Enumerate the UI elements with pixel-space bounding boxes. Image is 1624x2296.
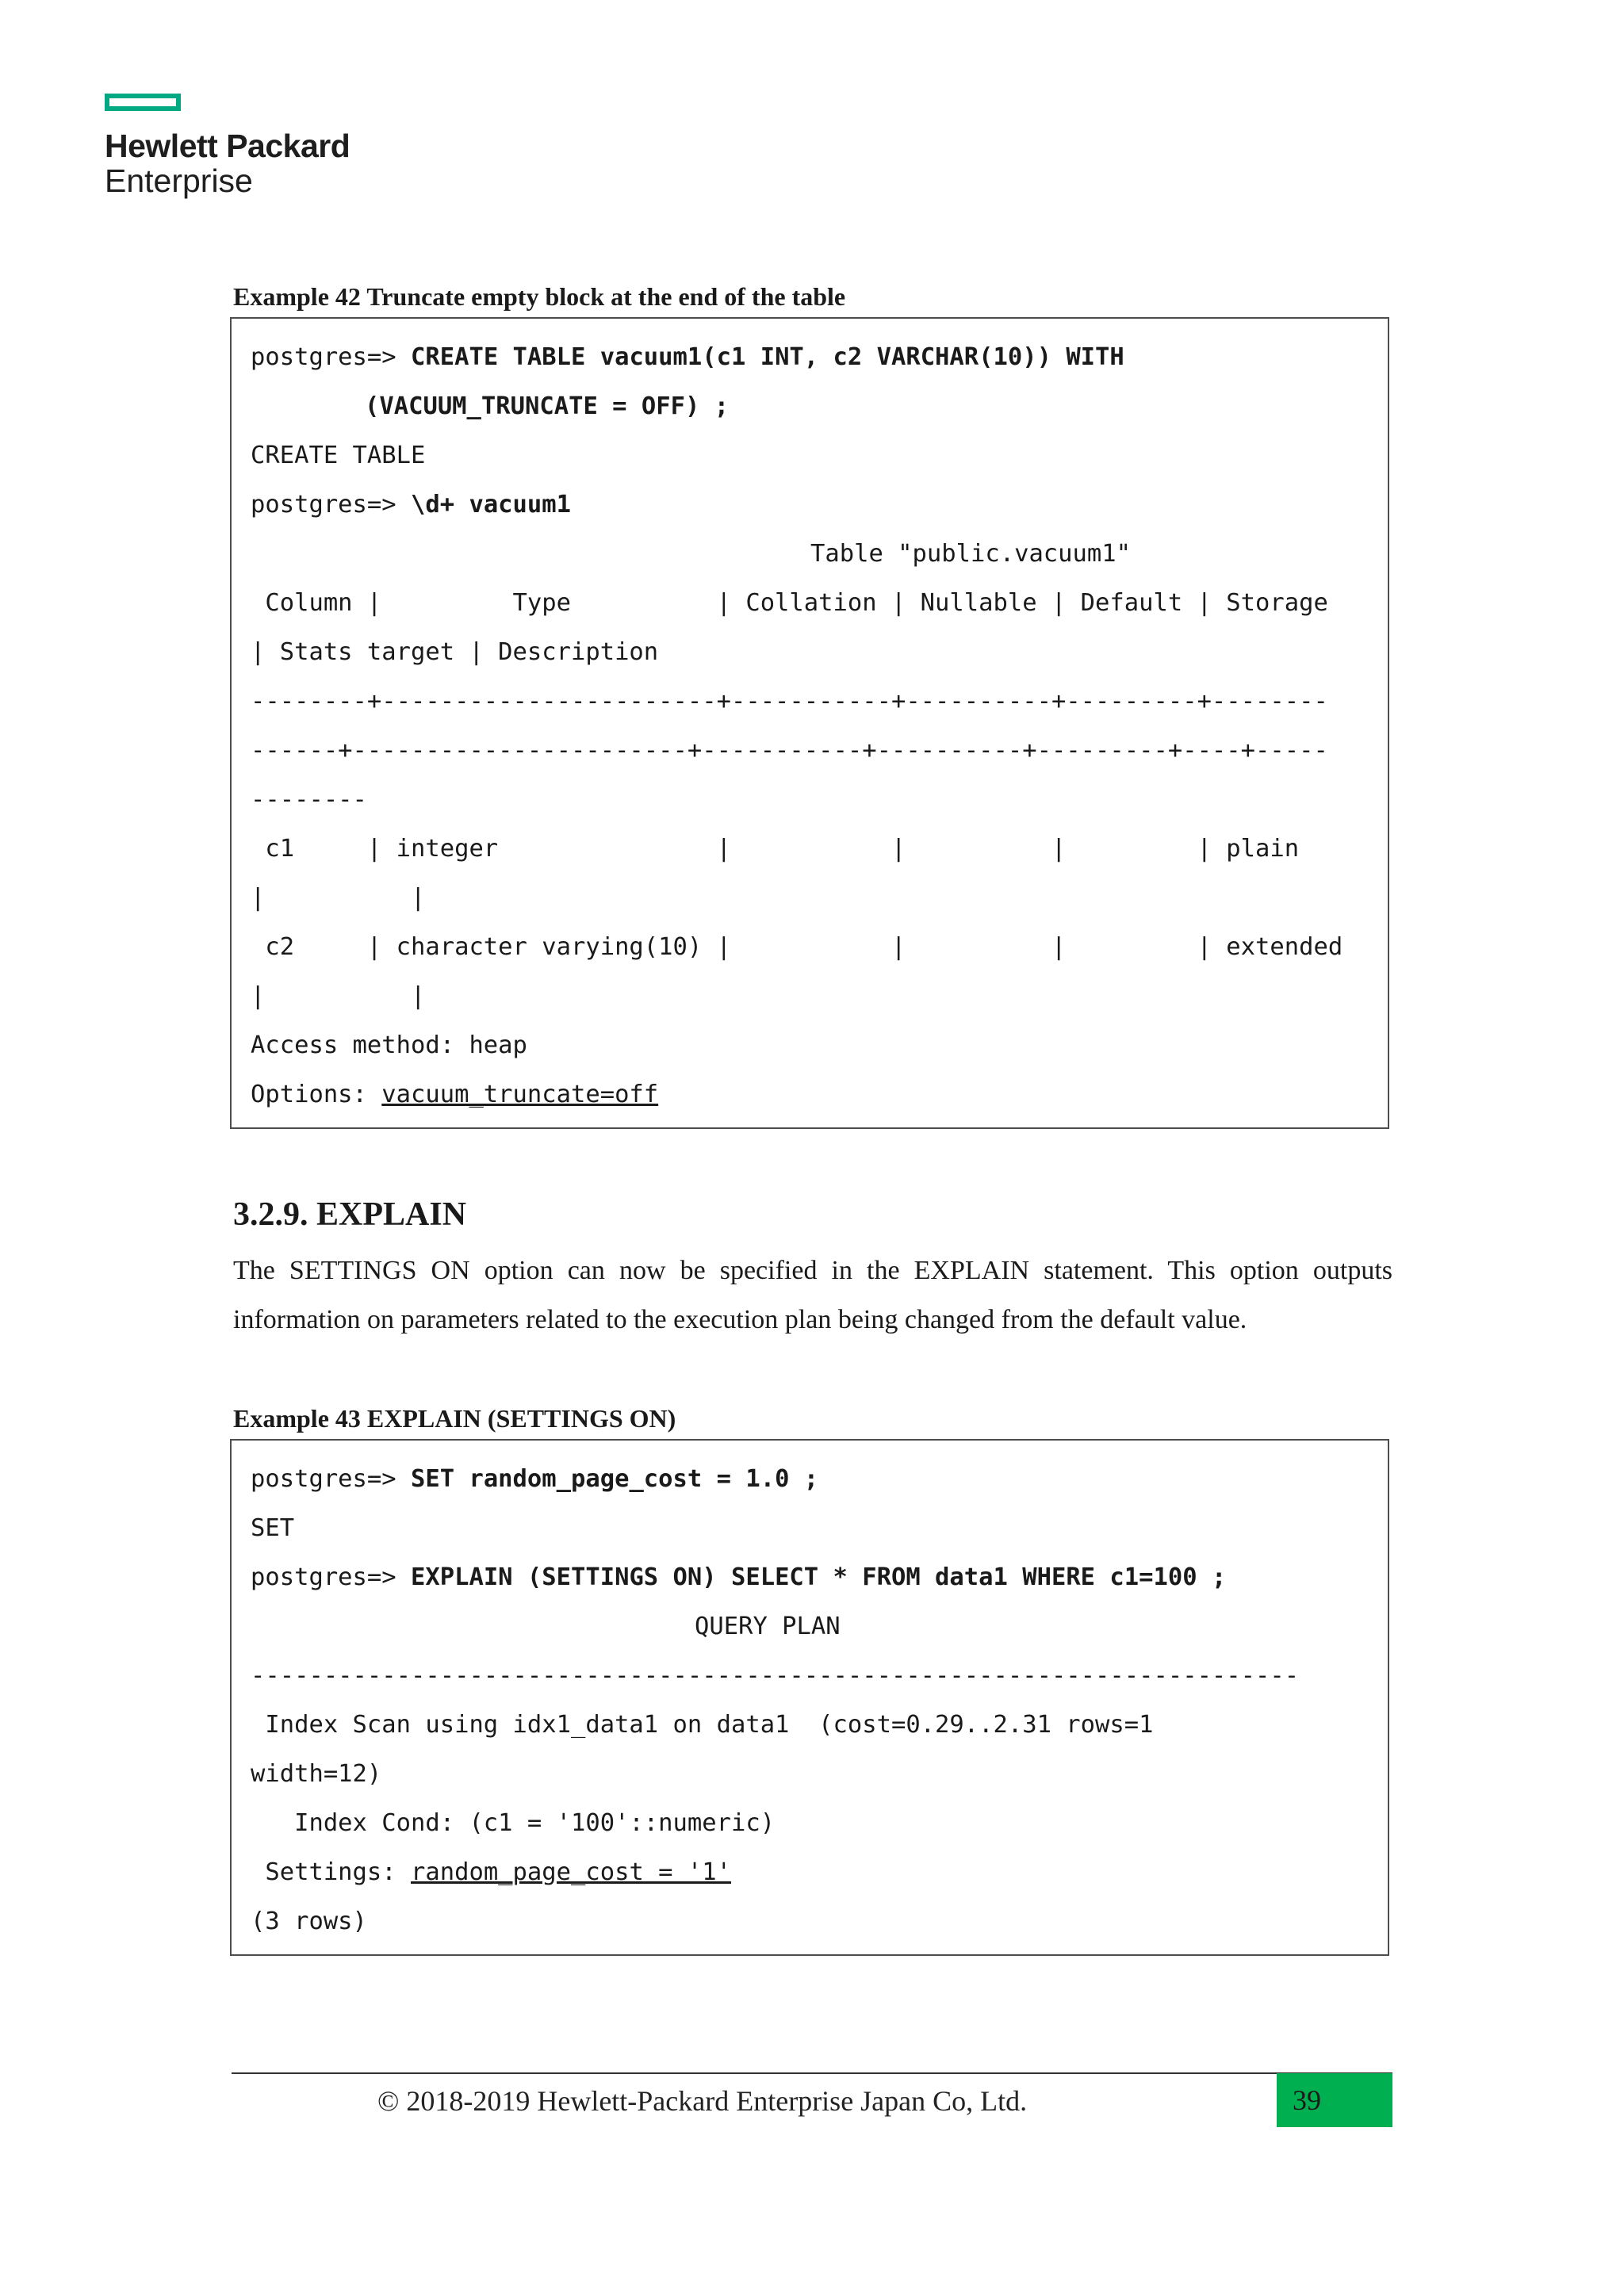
footer-divider: [232, 2072, 1392, 2074]
code-line: --------: [251, 786, 367, 813]
code-line: SET: [251, 1514, 295, 1542]
code-line: postgres=> EXPLAIN (SETTINGS ON) SELECT * FROM data1 WHERE c1=100 ;: [251, 1563, 1227, 1591]
example-43-caption: Example 43 EXPLAIN (SETTINGS ON): [233, 1404, 676, 1433]
example-43-code-block: [230, 1439, 1389, 1956]
code-line: c1 | integer | | | | plain: [251, 835, 1300, 863]
code-line: Options: vacuum_truncate=off: [251, 1081, 659, 1108]
footer-copyright: © 2018-2019 Hewlett-Packard Enterprise Japan Co, Ltd.: [377, 2085, 1028, 2117]
code-line: width=12): [251, 1760, 382, 1788]
code-line: c2 | character varying(10) | | | | extended: [251, 933, 1343, 961]
options-value: vacuum_truncate=off: [381, 1081, 659, 1108]
example-42-caption: Example 42 Truncate empty block at the end of the table: [233, 282, 846, 311]
code-line: | Stats target | Description: [251, 638, 659, 666]
section-body-text: The SETTINGS ON option can now be specified in the EXPLAIN statement. This option outputs information on parameters related to the execution plan being changed from the default value.: [233, 1256, 1392, 1334]
code-line: Settings: random_page_cost = '1': [251, 1858, 731, 1886]
code-line: Column | Type | Collation | Nullable | Default | Storage: [251, 589, 1328, 617]
logo-company-name: Hewlett Packard: [105, 128, 350, 164]
code-line: Index Scan using idx1_data1 on data1 (cost=0.29..2.31 rows=1: [251, 1711, 1154, 1739]
code-line: | |: [251, 982, 426, 1010]
code-line: ------------------------------------------------------------------------: [251, 1662, 1300, 1689]
settings-value: random_page_cost = '1': [411, 1858, 731, 1886]
section-heading: 3.2.9. EXPLAIN: [233, 1196, 467, 1233]
logo-company-sub: Enterprise: [105, 163, 253, 199]
code-line: Index Cond: (c1 = '100'::numeric): [251, 1809, 776, 1837]
code-line: Access method: heap: [251, 1031, 527, 1059]
code-line: postgres=> \d+ vacuum1: [251, 491, 571, 519]
code-line: (VACUUM_TRUNCATE = OFF) ;: [365, 392, 730, 420]
hpe-logo-mark: [105, 94, 181, 111]
code-line: postgres=> SET random_page_cost = 1.0 ;: [251, 1465, 819, 1493]
page-number: 39: [1277, 2073, 1392, 2127]
example-42-code-block: [230, 317, 1389, 1129]
code-line: --------+-----------------------+-----------+----------+---------+--------: [251, 687, 1328, 715]
code-line: postgres=> CREATE TABLE vacuum1(c1 INT, c2 VARCHAR(10)) WITH: [251, 343, 1124, 371]
code-line: (3 rows): [251, 1908, 367, 1935]
code-line: QUERY PLAN: [695, 1613, 841, 1640]
hpe-logo: [105, 94, 350, 198]
code-line: | |: [251, 884, 426, 912]
code-line: CREATE TABLE: [251, 442, 426, 469]
code-line: ------+-----------------------+-----------+----------+---------+----+-----: [251, 737, 1328, 764]
code-line: Table "public.vacuum1": [810, 540, 1131, 568]
